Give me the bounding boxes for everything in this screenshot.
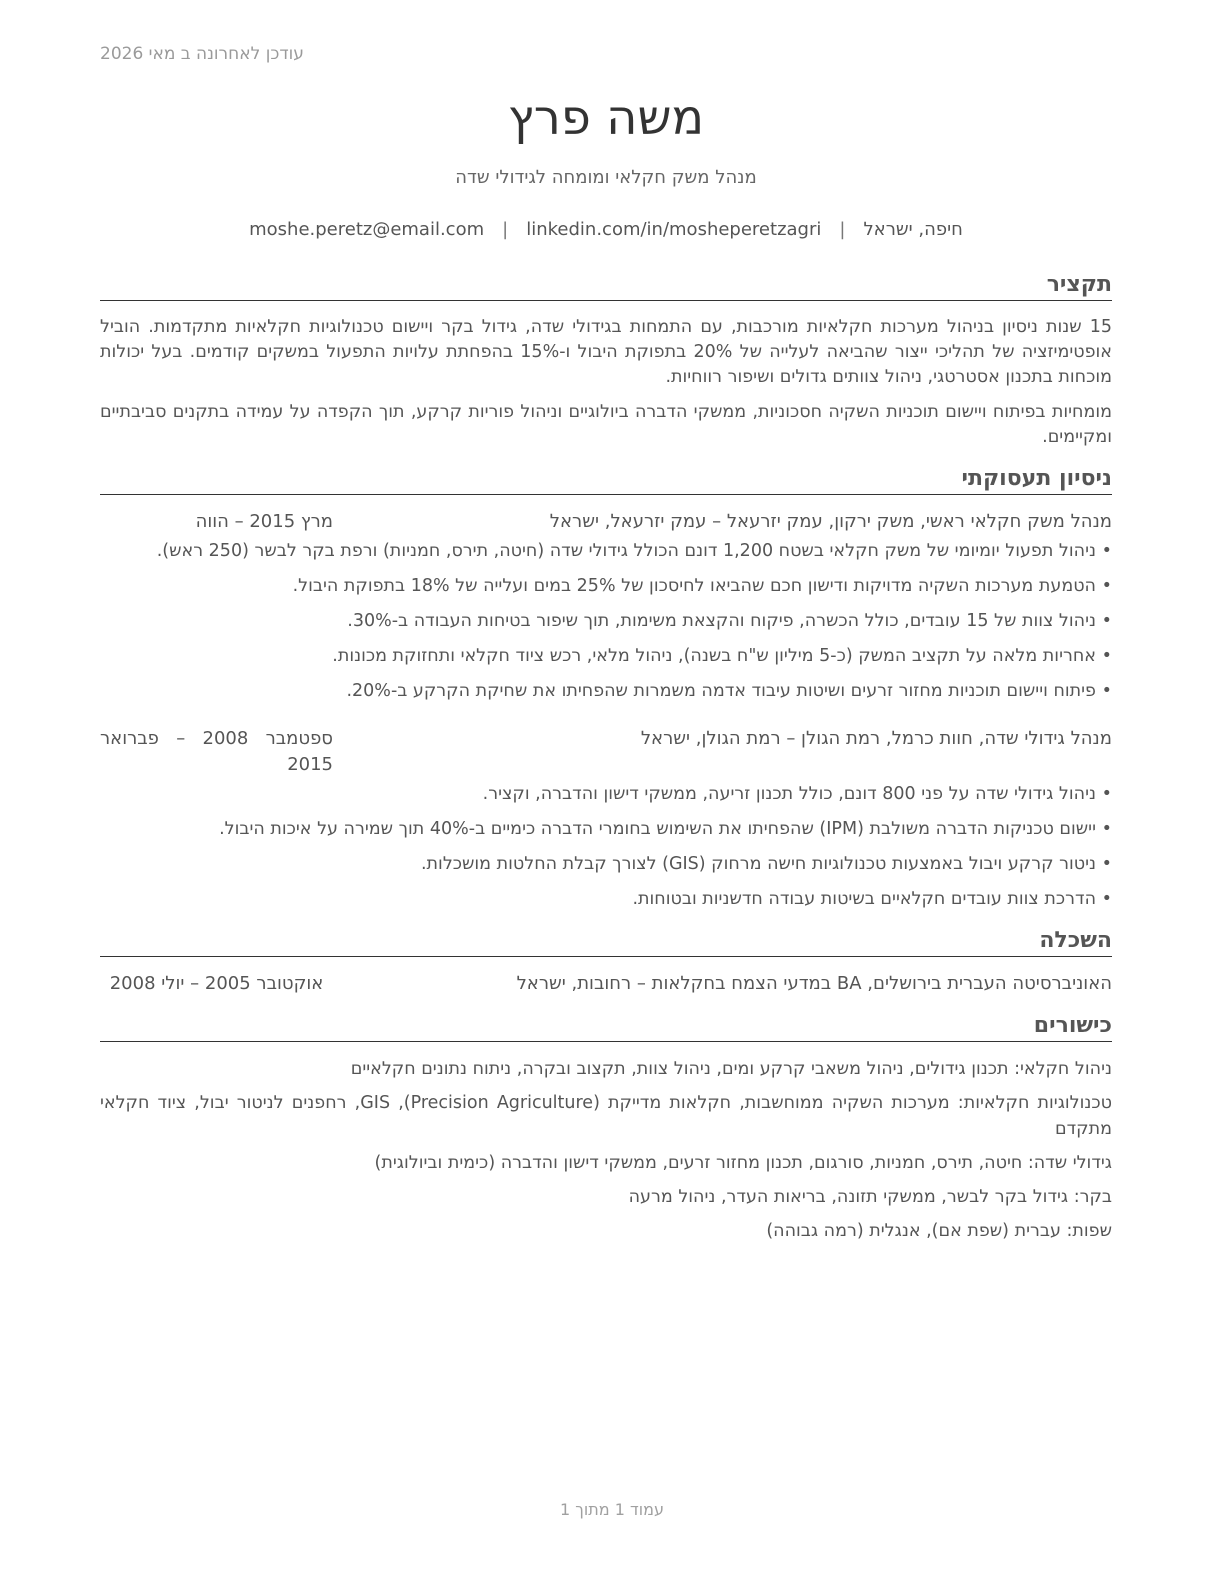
contact-separator: |: [839, 219, 846, 240]
skill-line: ניהול חקלאי: תכנון גידולים, ניהול משאבי קרקע ומים, ניהול צוות, תקצוב ובקרה, ניתוח נתונים חקלאיים: [350, 1059, 1112, 1079]
job-bullet: • ניטור קרקע ויבול באמצעות טכנולוגיות חישה מרחוק (GIS) לצורך קבלת החלטות מושכלות.: [100, 852, 1112, 877]
contact-separator: |: [502, 219, 509, 240]
education-section: [100, 926, 1112, 997]
contact-linkedin-link[interactable]: linkedin.com/in/mosheperetzagri: [526, 219, 822, 240]
summary-paragraph: 15 שנות ניסיון בניהול מערכות חקלאיות מורכבות, עם התמחות בגידולי שדה, גידול בקר ויישום טכנולוגיות חקלאיות מתקדמות. הוביל אופטימיזציה של תהליכי ייצור שהביאה לעלייה של 20% בתפוקת היבול ו-15% בהפחתת עלויות התפעול במשקים קודמים. בעל יכולות מוכחות בתכנון אסטרטגי, ניהול צוותים גדולים ושיפור רווחיות.: [100, 317, 1112, 387]
candidate-name: משה פרץ: [507, 90, 705, 146]
contact-email-link[interactable]: moshe.peretz@email.com: [249, 219, 485, 240]
skill-line: גידולי שדה: חיטה, תירס, חמניות, סורגום, תכנון מחזור זרעים, ממשקי דישון והדברה (כימית וביולוגית): [374, 1153, 1112, 1173]
job-bullet: • אחריות מלאה על תקציב המשק (כ-5 מיליון ש"ח בשנה), ניהול מלאי, רכש ציוד חקלאי ותחזוקת מכונות.: [100, 644, 1112, 669]
skill-line: טכנולוגיות חקלאיות: מערכות השקיה ממוחשבות, חקלאות מדייקת (Precision Agriculture), GIS, רחפנים לניטור יבול, ציוד חקלאי מתקדם: [100, 1093, 1113, 1139]
summary-paragraph: מומחיות בפיתוח ויישום תוכניות השקיה חסכוניות, ממשקי הדברה ביולוגיים וניהול פוריות קרקע, תוך הקפדה על עמידה בתקנים סביבתיים ומקיימים.: [100, 402, 1112, 447]
job-entry: [100, 509, 1112, 704]
skill-line: בקר: גידול בקר לבשר, ממשקי תזונה, בריאות העדר, ניהול מרעה: [628, 1187, 1112, 1207]
education-title: האוניברסיטה העברית בירושלים, BA במדעי הצמח בחקלאות – רחובות, ישראל: [516, 973, 1112, 994]
section-title-education: השכלה: [100, 926, 1112, 957]
education-entry: [100, 971, 1112, 997]
job-bullet: • הטמעת מערכות השקיה מדויקות ודישון חכם שהביאו לחיסכון של 25% במים ועלייה של 18% בתפוקת היבול.: [100, 574, 1112, 599]
skill-line: שפות: עברית (שפת אם), אנגלית (רמה גבוהה): [766, 1221, 1112, 1241]
job-bullet: • ניהול תפעול יומיומי של משק חקלאי בשטח 1,200 דונם הכולל גידולי שדה (חיטה, תירס, חמניות) ורפת בקר לבשר (250 ראש).: [100, 539, 1112, 564]
job-title: מנהל גידולי שדה, חוות כרמל, רמת הגולן – רמת הגולן, ישראל: [640, 728, 1112, 749]
section-title-skills: כישורים: [100, 1011, 1112, 1042]
job-bullet: • פיתוח ויישום תוכניות מחזור זרעים ושיטות עיבוד אדמה משמרות שהפחיתו את שחיקת הקרקע ב-20%.: [100, 679, 1112, 704]
job-dates: מרץ 2015 – הווה: [195, 511, 333, 532]
page-number: עמוד 1 מתוך 1: [560, 1500, 664, 1519]
last-updated-note: עודכן לאחרונה ב מאי 2026: [100, 44, 304, 64]
skills-section: [100, 1011, 1112, 1244]
contact-line: [100, 218, 1112, 242]
experience-section: [100, 464, 1112, 912]
resume-sheet: [100, 86, 1112, 1252]
job-title: מנהל משק חקלאי ראשי, משק ירקון, עמק יזרעאל – עמק יזרעאל, ישראל: [549, 511, 1112, 532]
section-title-experience: ניסיון תעסוקתי: [100, 464, 1112, 495]
job-bullet: • יישום טכניקות הדברה משולבת (IPM) שהפחיתו את השימוש בחומרי הדברה כימיים ב-40% תוך שמירה על איכות היבול.: [100, 817, 1112, 842]
job-bullet: • ניהול גידולי שדה על פני 800 דונם, כולל תכנון זריעה, ממשקי דישון והדברה, וקציר.: [100, 782, 1112, 807]
job-entry: [100, 726, 1112, 912]
summary-section: [100, 270, 1112, 450]
job-dates: ספטמבר 2008 – פברואר 2015: [100, 728, 333, 775]
section-title-summary: תקציר: [100, 270, 1112, 301]
professional-tagline: מנהל משק חקלאי ומומחה לגידולי שדה: [455, 167, 757, 188]
contact-location: חיפה, ישראל: [863, 219, 963, 240]
job-bullet: • הדרכת צוות עובדים חקלאיים בשיטות עבודה חדשניות ובטוחות.: [100, 887, 1112, 912]
education-dates: אוקטובר 2005 – יולי 2008: [109, 973, 324, 994]
job-bullet: • ניהול צוות של 15 עובדים, כולל הכשרה, פיקוח והקצאת משימות, תוך שיפור בטיחות העבודה ב-30%.: [100, 609, 1112, 634]
